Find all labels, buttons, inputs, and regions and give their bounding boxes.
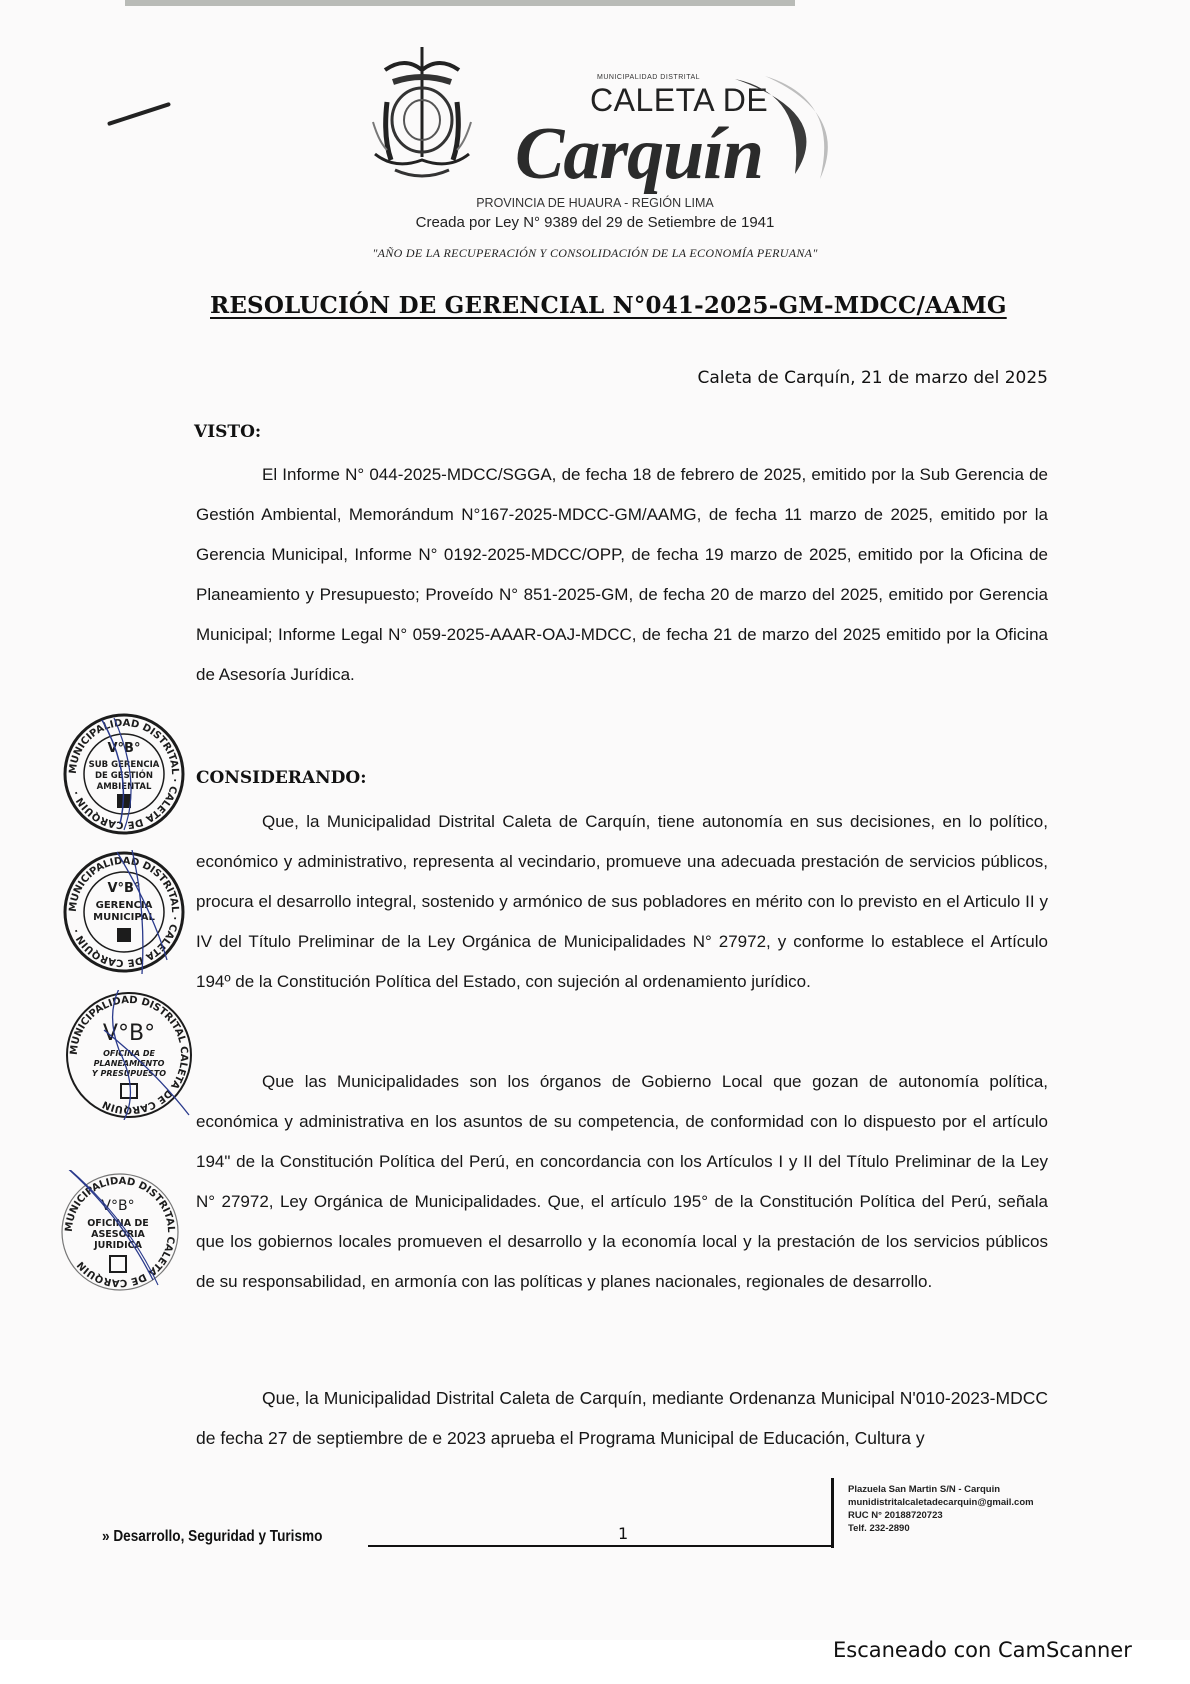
svg-text:SUB GERENCIA: SUB GERENCIA <box>88 760 160 770</box>
scan-edge <box>125 0 795 6</box>
resolution-date: Caleta de Carquín, 21 de marzo del 2025 <box>697 368 1048 388</box>
considerando-heading: CONSIDERANDO: <box>196 768 367 788</box>
considerando-paragraph-2 <box>196 1062 1048 1302</box>
footer-telefono: Telf. 232-2890 <box>848 1523 910 1534</box>
visto-paragraph <box>196 455 1048 695</box>
svg-text:OFICINA DE: OFICINA DE <box>87 1218 149 1229</box>
svg-text:ASESORIA: ASESORIA <box>91 1229 145 1240</box>
coat-of-arms-icon <box>365 42 480 192</box>
footer-divider-tick <box>820 1545 834 1547</box>
svg-text:GERENCIA: GERENCIA <box>95 900 153 911</box>
stamp-vobo: V°B° <box>107 741 141 756</box>
paragraph-2-text: Que las Municipalidades son los órganos de Gobierno Local que gozan de autonomía política, económica y administrativa en los asuntos de su competencia, de conformidad con lo dispuesto por el artículo 194" de la Constitución Política del Perú, en concordancia con los Artículos I y II del Título Preliminar de la Ley N° 27972, Ley Orgánica de Municipalidades. Que, el artículo 195° de la Constitución Política del Perú, señala que los gobiernos locales promueven el desarrollo y la economía local y la prestación de los servicios públicos de su responsabilidad, en armonía con las políticas y planes nacionales, regionales de desarrollo. <box>196 1072 1048 1291</box>
logo-caleta-de: CALETA DE <box>590 82 769 118</box>
stamp-sub-gerencia-gestion-ambiental <box>62 712 186 836</box>
header-year-motto: "AÑO DE LA RECUPERACIÓN Y CONSOLIDACIÓN DE LA ECONOMÍA PERUANA" <box>372 246 818 260</box>
stamp-oficina-asesoria-juridica <box>58 1170 182 1294</box>
svg-text:DE GESTIÓN: DE GESTIÓN <box>94 771 154 781</box>
header-provincia: PROVINCIA DE HUAURA - REGIÓN LIMA <box>476 196 714 210</box>
svg-text:MUNICIPAL: MUNICIPAL <box>93 912 155 923</box>
stamp-gerencia-municipal <box>62 850 186 974</box>
footer-ruc: RUC N° 20188720723 <box>848 1510 943 1521</box>
header-creada: Creada por Ley N° 9389 del 29 de Setiembre de 1941 <box>415 214 775 231</box>
footer-divider <box>831 1478 834 1548</box>
footer-contact <box>848 1483 1034 1535</box>
logo-carquin: Carquín <box>515 113 764 195</box>
svg-text:AMBIENTAL: AMBIENTAL <box>96 782 152 792</box>
visto-text: El Informe N° 044-2025-MDCC/SGGA, de fecha 18 de febrero de 2025, emitido por la Sub Gerencia de Gestión Ambiental, Memorándum N°167-2025-MDCC-GM/AAMG, de fecha 11 marzo de 2025, emitido por la Gerencia Municipal, Informe N° 0192-2025-MDCC/OPP, de fecha 19 marzo de 2025, emitido por la Oficina de Planeamiento y Presupuesto; Proveído N° 851-2025-GM, de fecha 20 de marzo del 2025, emitido por Gerencia Municipal; Informe Legal N° 059-2025-AAAR-OAJ-MDCC, de fecha 21 de marzo del 2025 emitido por la Oficina de Asesoría Jurídica. <box>196 465 1048 684</box>
stamp-vobo: V°B° <box>102 1021 156 1046</box>
footer-address: Plazuela San Martin S/N - Carquin <box>848 1484 1001 1495</box>
stamp-oficina-planeamiento-presupuesto <box>64 990 194 1120</box>
logo-small-caption: MUNICIPALIDAD DISTRITAL <box>597 74 701 81</box>
camscanner-watermark: Escaneado con CamScanner <box>833 1638 1132 1662</box>
page-number: 1 <box>618 1524 629 1543</box>
resolution-title: RESOLUCIÓN DE GERENCIAL N°041-2025-GM-MDCC/AAMG <box>210 292 1007 319</box>
svg-text:OFICINA DE: OFICINA DE <box>103 1049 155 1058</box>
considerando-paragraph-1 <box>196 802 1048 1002</box>
svg-text:PLANEAMIENTO: PLANEAMIENTO <box>93 1059 165 1068</box>
footer-rule <box>368 1545 834 1547</box>
stamp-vobo: V°B° <box>107 881 141 896</box>
svg-text:Y PRESUPUESTO: Y PRESUPUESTO <box>91 1069 167 1078</box>
paragraph-1-text: Que, la Municipalidad Distrital Caleta de Carquín, tiene autonomía en sus decisiones, en lo político, económico y administrativo, representa al vecindario, promueve una adecuada prestación de servicios públicos, procura el desarrollo integral, sostenido y armónico de sus pobladores en mérito con lo previsto en el Articulo II y IV del Título Preliminar de la Ley Orgánica de Municipalidades N° 27972, y conforme lo establece el Artículo 194º de la Constitución Política del Estado, con sujeción al ordenamiento jurídico. <box>196 812 1048 991</box>
visto-heading: VISTO: <box>194 422 262 442</box>
stamp-ring-text: MUNICIPALIDAD DISTRITAL CALETA DE CARQUIN <box>68 994 190 1116</box>
footer-tagline: » Desarrollo, Seguridad y Turismo <box>102 1528 323 1545</box>
pen-mark <box>107 102 171 126</box>
municipal-logo <box>365 42 845 195</box>
stamp-ring-text: MUNICIPALIDAD DISTRITAL · CALETA DE CARQUIN · <box>67 717 181 831</box>
stamp-ring-text: MUNICIPALIDAD DISTRITAL CALETA DE CARQUIN <box>63 1175 177 1289</box>
considerando-paragraph-3 <box>196 1378 1048 1458</box>
stamp-ring-text: MUNICIPALIDAD DISTRITAL · CALETA DE CARQUIN · <box>67 855 181 969</box>
svg-text:JURIDICA: JURIDICA <box>94 1240 142 1251</box>
stamp-vobo: V°B° <box>101 1198 135 1214</box>
paragraph-3-text: Que, la Municipalidad Distrital Caleta de Carquín, mediante Ordenanza Municipal N'010-2023-MDCC de fecha 27 de septiembre de e 2023 aprueba el Programa Municipal de Educación, Cultura y <box>196 1388 1048 1448</box>
footer-email: munidistritalcaletadecarquin@gmail.com <box>848 1497 1034 1508</box>
logo-swoosh-icon <box>725 74 845 184</box>
